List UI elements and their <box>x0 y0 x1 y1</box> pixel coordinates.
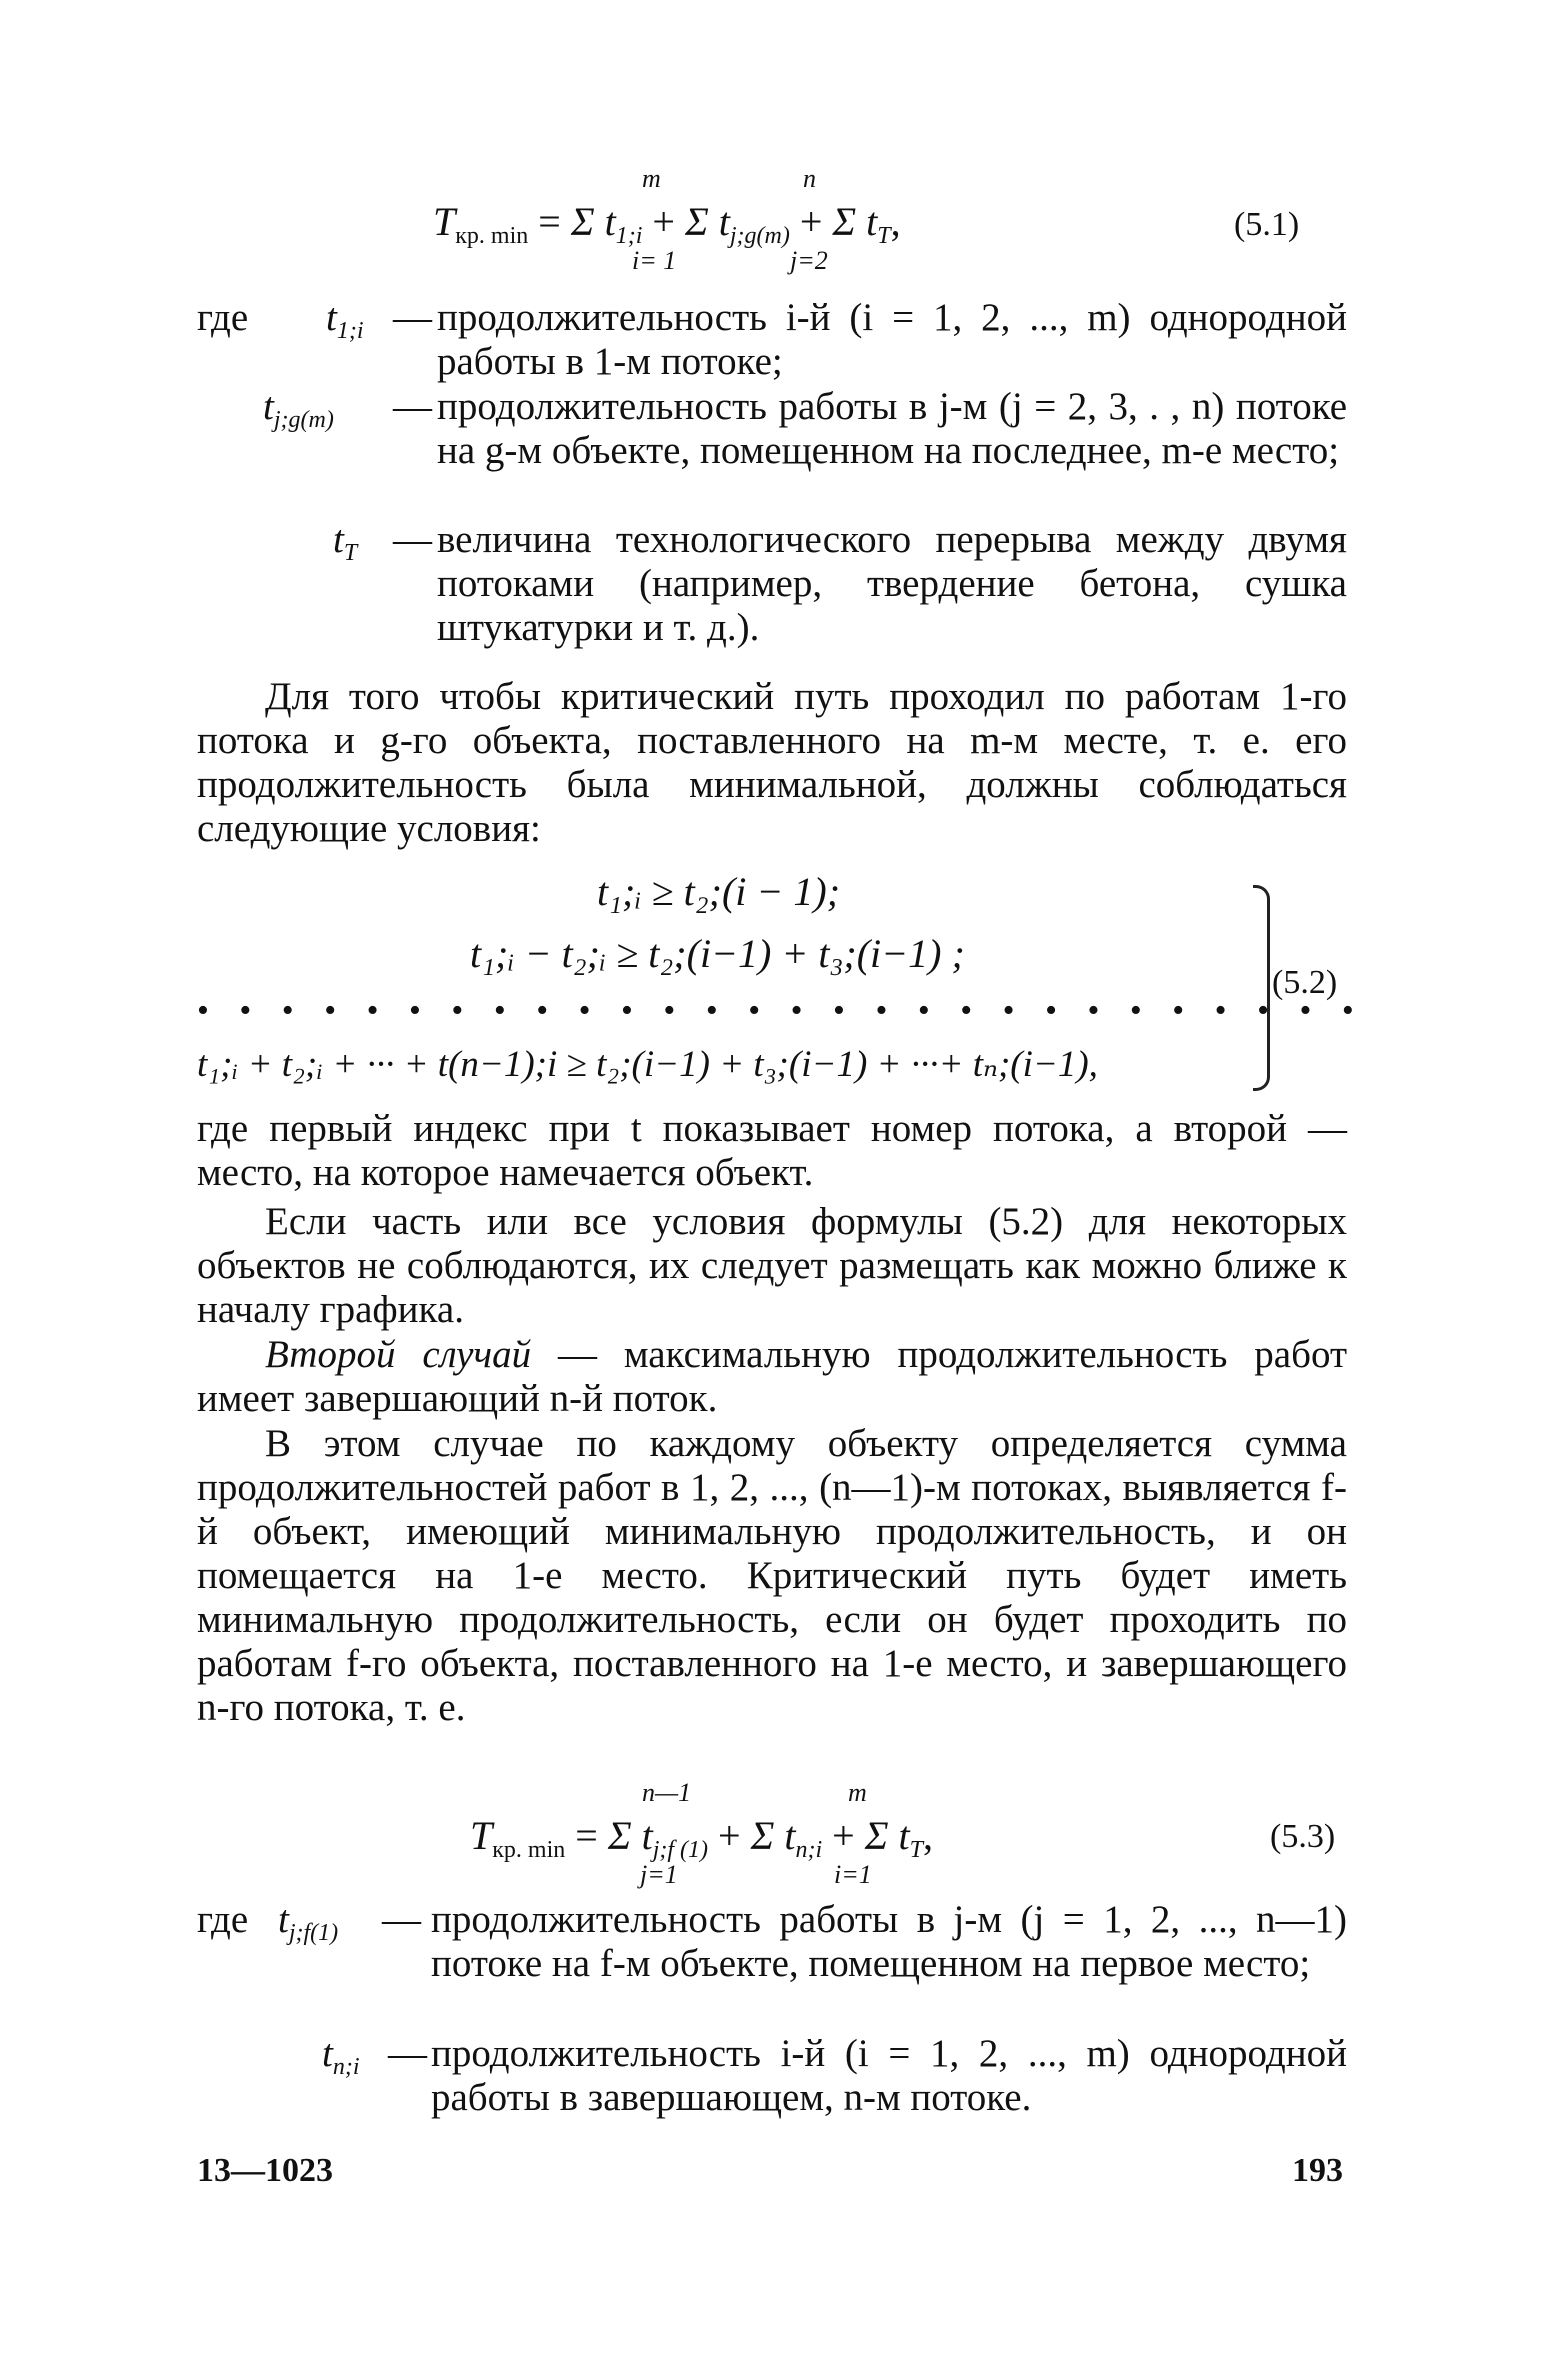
sum1-lower-limit: j=1 <box>640 1860 678 1889</box>
definition-text: продолжительность работы в j-м (j = 1, 2, ..., n—1) потоке на f-м объекте, помещенном на первое место; <box>431 1898 1347 1985</box>
formula-plus-2: + <box>799 199 823 244</box>
paragraph-text: Для того чтобы критический путь проходил по работам 1-го потока и g-го объекта, поставленного на m-м месте, т. е. его продолжительность была минимальной, должны соблюдаться следующие условия: <box>197 675 1347 850</box>
sum2-lower-limit: i=1 <box>834 1860 872 1889</box>
symbol-subscript: j;f(1) <box>288 1920 339 1946</box>
second-case-rest: — максимальную продолжительность работ имеет завершающий n-й поток. <box>197 1333 1347 1420</box>
definition-dash: — <box>388 2032 427 2075</box>
symbol-subscript: T <box>343 540 358 566</box>
definition-symbol <box>278 1898 338 1955</box>
formula-5-2-line-3: t₁;ᵢ + t₂;ᵢ + ··· + t(n−1);i ≥ t₂;(i−1) + t₃;(i−1) + ···+ tₙ;(i−1), <box>197 1044 1098 1085</box>
sum1-upper-limit: n—1 <box>642 1778 692 1807</box>
formula-term-2: Σ t <box>750 1813 796 1858</box>
paragraph-second-case-details <box>197 1422 1347 1730</box>
definition-dash: — <box>393 385 432 428</box>
formula-lhs: T <box>433 199 456 244</box>
definition-dash: — <box>393 296 432 339</box>
definition-dash: — <box>393 518 432 561</box>
formula-term-1-sub: 1;i <box>615 223 643 249</box>
definition-symbol <box>333 518 357 575</box>
formula-equals: = <box>575 1813 598 1858</box>
definition-text: продолжительность i-й (i = 1, 2, ..., m) однородной работы в 1-м потоке; <box>437 296 1347 383</box>
formula-plus-1: + <box>718 1813 741 1858</box>
paragraph-text: В этом случае по каждому объекту определяется сумма продолжительностей работ в 1, 2, ..., (n—1)-м потоках, выявляется f-й объект, имеющий минимальную продолжительность, и он помещается на 1-е место. Критический путь будет иметь минимальную продолжительность, если он будет проходить по работам f-го объекта, поставленного на 1-е место, и завершающего n-го потока, т. е. <box>197 1422 1347 1729</box>
formula-lhs: T <box>470 1813 493 1858</box>
definition-symbol <box>263 385 334 442</box>
formula-term-2-sub: j;g(m) <box>729 223 790 249</box>
paragraph-conditions-intro <box>197 675 1347 851</box>
sum2-upper-limit: m <box>848 1778 867 1807</box>
formula-term-2: Σ t <box>684 199 730 244</box>
formula-5-2-line-1: t₁;ᵢ ≥ t₂;(i − 1); <box>597 869 841 914</box>
formula-term-1: Σ t <box>570 199 616 244</box>
paragraph-text: Если часть или все условия формулы (5.2) для некоторых объектов не соблюдаются, их следует размещать как можно ближе к началу графика. <box>197 1200 1347 1331</box>
definition-symbol <box>326 296 364 353</box>
definition-text: продолжительность i-й (i = 1, 2, ..., m) однородной работы в завершающем, n-м потоке. <box>431 2032 1347 2119</box>
definition-text: продолжительность работы в j-м (j = 2, 3, . , n) потоке на g-м объекте, помещенном на последнее, m-е место; <box>437 385 1347 472</box>
formula-comma: , <box>890 199 901 244</box>
formula-term-1-sub: j;f (1) <box>652 1837 709 1863</box>
definition-dash: — <box>382 1898 421 1941</box>
symbol-letter: t <box>326 296 337 339</box>
symbol-letter: t <box>333 518 344 561</box>
formula-comma: , <box>922 1813 933 1858</box>
formula-plus-1: + <box>652 199 675 244</box>
formula-5-2-line-2: t₁;ᵢ − t₂;ᵢ ≥ t₂;(i−1) + t₃;(i−1) ; <box>470 931 965 976</box>
formula-term-3-sub: T <box>909 1837 923 1863</box>
paragraph-placement-rule <box>197 1200 1347 1332</box>
formula-term-2-sub: n;i <box>795 1837 823 1863</box>
second-case-italic: Второй случай <box>265 1333 532 1376</box>
sum2-upper-limit: n <box>803 164 816 193</box>
formula-plus-2: + <box>832 1813 855 1858</box>
definition-text: величина технологического перерыва между двумя потоками (например, твердение бетона, сушка штукатурки и т. д.). <box>437 518 1347 649</box>
symbol-subscript: 1;i <box>336 318 364 344</box>
symbol-letter: t <box>322 2032 333 2075</box>
equation-number-5-2: (5.2) <box>1272 964 1338 1001</box>
formula-term-3: Σ t <box>864 1813 910 1858</box>
equation-number-5-1: (5.1) <box>1234 206 1300 243</box>
symbol-letter: t <box>278 1898 289 1941</box>
where-label: где <box>197 1898 249 1941</box>
equation-number-5-3: (5.3) <box>1270 1818 1336 1855</box>
paragraph-second-case <box>197 1333 1347 1421</box>
symbol-letter: t <box>263 385 274 428</box>
formula-5-2-brace <box>1253 885 1270 1091</box>
formula-term-3: Σ t <box>832 199 878 244</box>
formula-lhs-sub: кр. min <box>492 1837 566 1863</box>
formula-5-2-ellipsis-dots: • • • • • • • • • • • • • • • • • • • • • • • • • • • • <box>197 992 1365 1029</box>
formula-5-3 <box>470 1812 933 1864</box>
sum1-lower-limit: i= 1 <box>632 246 677 275</box>
symbol-subscript: j;g(m) <box>273 407 334 433</box>
definition-symbol <box>322 2032 360 2089</box>
sum1-upper-limit: m <box>642 164 661 193</box>
formula-term-3-sub: T <box>877 223 891 249</box>
paragraph-text <box>197 1333 1347 1421</box>
page-number: 193 <box>1292 2152 1343 2189</box>
formula-term-1: Σ t <box>607 1813 653 1858</box>
formula-lhs-sub: кр. min <box>455 223 529 249</box>
sum2-lower-limit: j=2 <box>790 246 828 275</box>
symbol-subscript: n;i <box>332 2054 360 2080</box>
where-label: где <box>197 296 249 339</box>
formula-equals: = <box>538 199 561 244</box>
paragraph-text: где первый индекс при t показывает номер потока, а второй — место, на которое намечается объект. <box>197 1107 1347 1194</box>
formula-5-1 <box>433 198 901 250</box>
paragraph-index-explanation <box>197 1107 1347 1195</box>
signature-mark: 13—1023 <box>197 2152 333 2189</box>
